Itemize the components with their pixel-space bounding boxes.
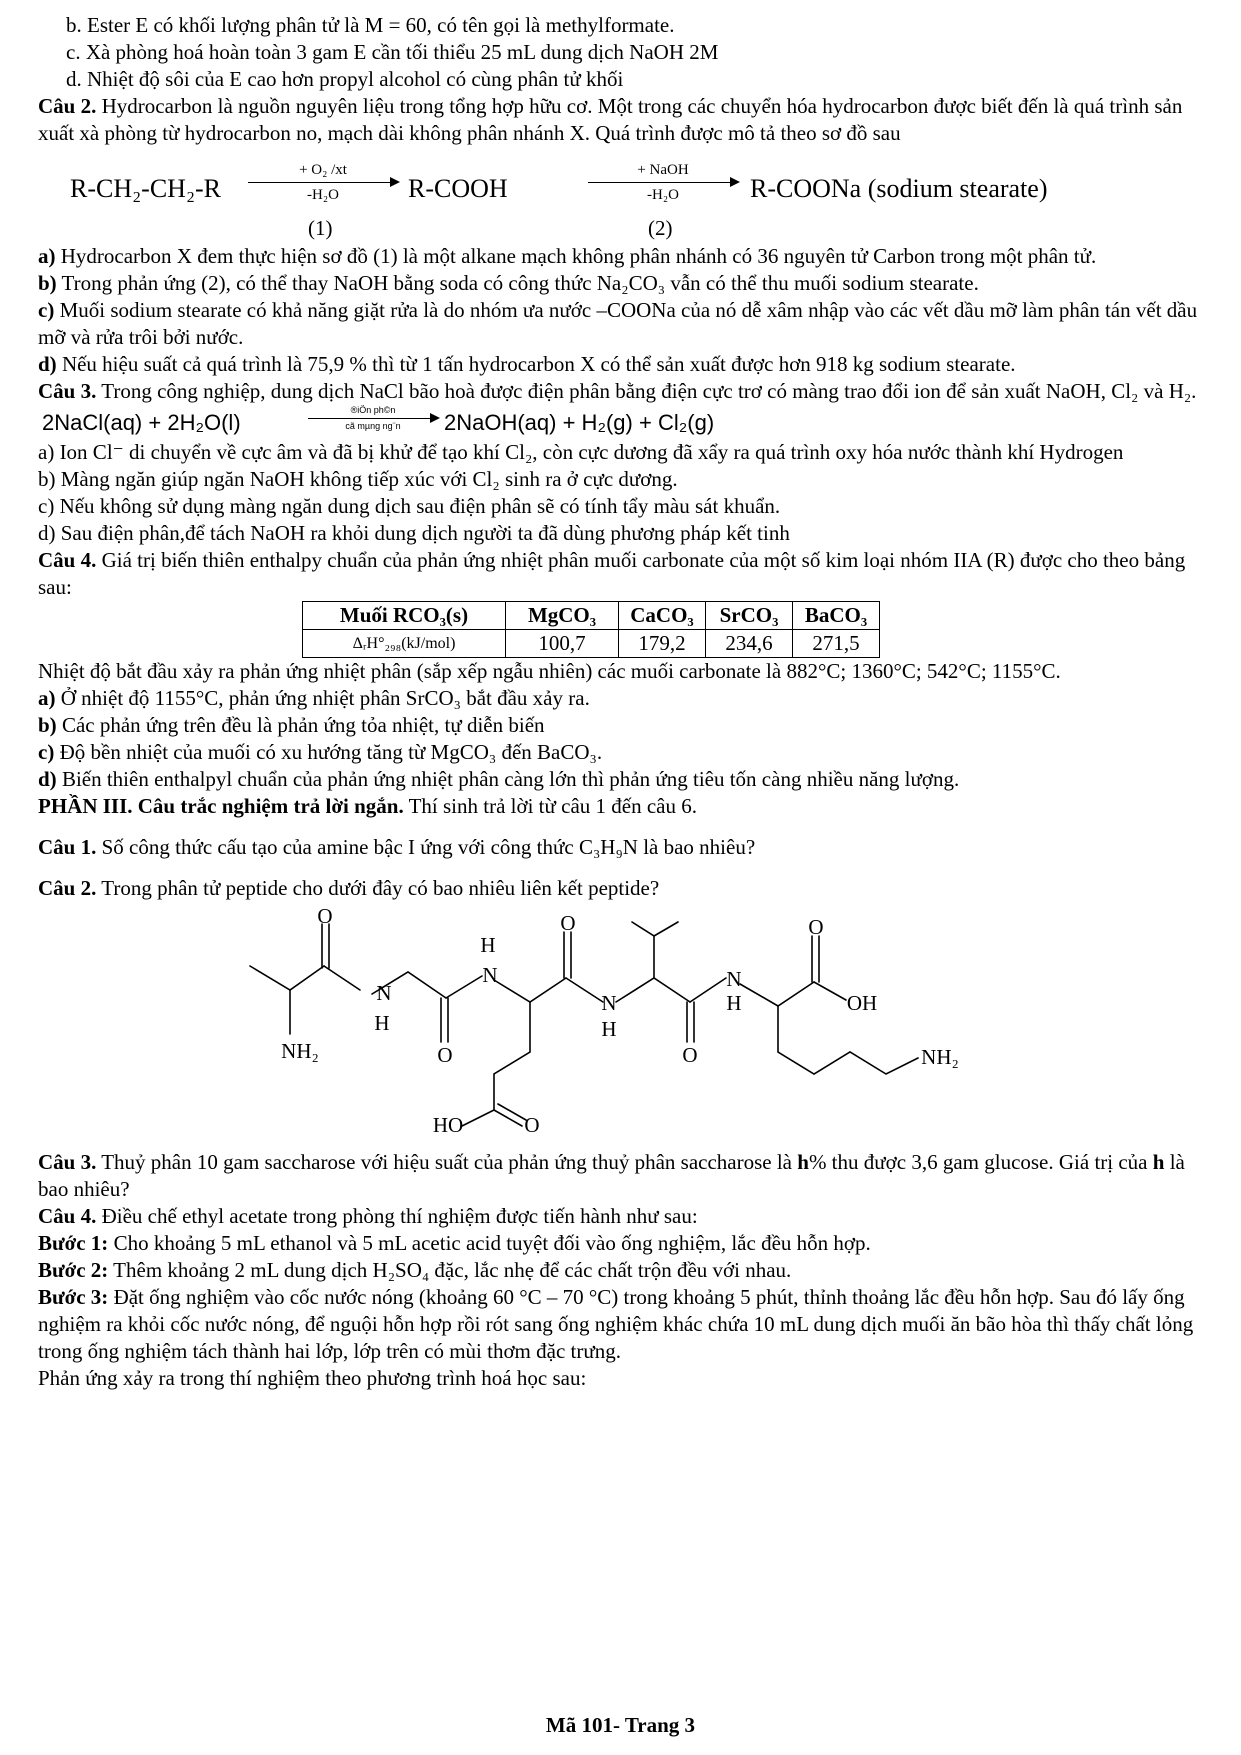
q4-label: Câu 4. [38,548,97,572]
atom-o-1: O [317,904,333,928]
s4: Câu 4. Điều chế ethyl acetate trong phòng thí nghiệm được tiến hành như sau: [38,1204,698,1228]
q3-eq-left: 2NaCl(aq) + 2H₂O(l) [42,410,241,435]
q4-table-area [38,574,1206,655]
atom-n-2: N [482,963,498,987]
table-cell: 234,6 [706,630,793,658]
table-header-cell: SrCO₃ [706,602,793,630]
s4-step2: Bước 2: Thêm khoảng 2 mL dung dịch H₂SO₄ đặc, lắc nhẹ để các chất trộn đều với nhau. [38,1258,792,1282]
q4-a: a) Ở nhiệt độ 1155°C, phản ứng nhiệt phân SrCO₃ bắt đầu xảy ra. [38,686,590,710]
atom-nh2-1: NH₂ [281,1039,319,1063]
scheme-step-1: (1) [308,216,333,240]
q3-eq-arrow: ®iÖn ph©n cã mµng ng¨n [308,405,438,432]
table-header-cell: Muối RCO₃(s) [303,602,506,630]
q3-eq-right: 2NaOH(aq) + H₂(g) + Cl₂(g) [444,410,715,435]
line-b: b. Ester E có khối lượng phân tử là M = 60, có tên gọi là methylformate. [66,13,675,37]
s1: Câu 1. Số công thức cấu tạo của amine bậc I ứng với công thức C₃H₉N là bao nhiêu? [38,835,756,859]
scheme-product-2: R-COONa (sodium stearate) [750,174,1048,203]
q2-a: a) Hydrocarbon X đem thực hiện sơ đồ (1) là một alkane mạch không phân nhánh có 36 nguyên tử Carbon trong một phân tử. [38,244,1097,268]
atom-h-2: H [480,933,496,957]
s4-step1: Bước 1: Cho khoảng 5 mL ethanol và 5 mL acetic acid tuyệt đối vào ống nghiệm, lắc đều hỗn hợp. [38,1231,871,1255]
atom-oh: OH [846,991,878,1015]
page-footer: Mã 101- Trang 3 [545,1713,696,1737]
table-cell: ΔᵣH°₂₉₈(kJ/mol) [303,630,506,658]
s4-step3: Bước 3: Đặt ống nghiệm vào cốc nước nóng (khoảng 60 °C – 70 °C) trong khoảng 5 phút, thỉnh thoảng lắc đều hỗn hợp. Sau đó lấy ống nghiệm ra khỏi cốc nước nóng, để nguội hỗn hợp rồi rót sang ống nghiệm khác chứa 10 mL dung dịch muối ăn bão hòa thì thấy chất lỏng trong ống nghiệm tách thành hai lớp, lớp trên có mùi thơm đặc trưng. [38,1285,1194,1363]
s2: Câu 2. Trong phân tử peptide cho dưới đây có bao nhiêu liên kết peptide? [38,876,660,900]
atom-h-3: H [601,1017,617,1041]
scheme-arrow-1: + O₂ /xt -H₂O [248,161,398,204]
scheme-arrow-2: + NaOH -H₂O [588,161,738,204]
table-header-cell: MgCO₃ [506,602,619,630]
table-row [303,630,880,658]
atom-n-4: N [726,967,742,991]
atom-o-2: O [437,1043,453,1067]
q4-stem-1: Câu 4. Giá trị biến thiên enthalpy chuẩn của phản ứng nhiệt phân muối carbonate của một số kim loại nhóm IIA (R) được cho theo bảng sau: [38,548,1186,599]
atom-n-1: N [376,981,392,1005]
q3-c: c) Nếu không sử dụng màng ngăn dung dịch sau điện phân sẽ có tính tẩy màu sát khuẩn. [38,494,781,518]
line-d: d. Nhiệt độ sôi của E cao hơn propyl alcohol có cùng phân tử khối [66,67,624,91]
table-cell: 271,5 [793,630,880,658]
q2-c: c) Muối sodium stearate có khả năng giặt rửa là do nhóm ưa nước –COONa của nó dễ xâm nhập vào các vết dầu mỡ làm phân tán vết dầu mỡ và rửa trôi bởi nước. [38,298,1198,349]
scheme-step-2: (2) [648,216,673,240]
scheme-product-1: R-COOH [408,174,508,203]
q3-equation [38,405,1206,439]
table-cell: 100,7 [506,630,619,658]
part3-heading: PHẦN III. Câu trắc nghiệm trả lời ngắn. Thí sinh trả lời từ câu 1 đến câu 6. [38,794,698,818]
table-row [303,602,880,630]
line-c: c. Xà phòng hoá hoàn toàn 3 gam E cần tối thiểu 25 mL dung dịch NaOH 2M [66,40,719,64]
atom-o-6: O [524,1113,540,1137]
q3-stem: Câu 3. Trong công nghiệp, dung dịch NaCl bão hoà được điện phân bằng điện cực trơ có màng trao đổi ion để sản xuất NaOH, Cl₂ và H₂. [38,379,1197,403]
scheme-reactant: R-CH₂-CH₂-R [70,174,222,203]
atom-o-5: O [808,915,824,939]
q2-b: b) Trong phản ứng (2), có thể thay NaOH bằng soda có công thức Na₂CO₃ vẫn có thể thu muối sodium stearate. [38,271,979,295]
q2-d: d) Nếu hiệu suất cả quá trình là 75,9 % thì từ 1 tấn hydrocarbon X có thể sản xuất được hơn 918 kg sodium stearate. [38,352,1016,376]
table-header-cell: CaCO₃ [619,602,706,630]
q4-b: b) Các phản ứng trên đều là phản ứng tỏa nhiệt, tự diễn biến [38,713,545,737]
page-content [38,12,1206,1392]
s3: Câu 3. Thuỷ phân 10 gam saccharose với hiệu suất của phản ứng thuỷ phân saccharose là h% thu được 3,6 gam glucose. Giá trị của h là bao nhiêu? [38,1150,1185,1201]
q2-label: Câu 2. [38,94,97,118]
atom-ho: HO [432,1113,464,1137]
q4-c: c) Độ bền nhiệt của muối có xu hướng tăng từ MgCO₃ đến BaCO₃. [38,740,603,764]
atom-o-4: O [682,1043,698,1067]
q3-label: Câu 3. [38,379,97,403]
q4-d: d) Biến thiên enthalpyl chuẩn của phản ứng nhiệt phân càng lớn thì phản ứng tiêu tốn càng nhiều năng lượng. [38,767,960,791]
q2-stem: Câu 2. Hydrocarbon là nguồn nguyên liệu trong tổng hợp hữu cơ. Một trong các chuyển hóa hydrocarbon được biết đến là quá trình sản xuất xà phòng từ hydrocarbon no, mạch dài không phân nhánh X. Quá trình được mô tả theo sơ đồ sau [38,94,1183,145]
table-header-cell: BaCO₃ [793,602,880,630]
peptide-structure [38,902,1206,1138]
atom-h-4: H [726,991,742,1015]
atom-o-3: O [560,911,576,935]
enthalpy-table [302,601,880,658]
table-cell: 179,2 [619,630,706,658]
q4-temps: Nhiệt độ bắt đầu xảy ra phản ứng nhiệt phân (sắp xếp ngẫu nhiên) các muối carbonate là 882°C; 1360°C; 542°C; 1155°C. [38,659,1061,683]
q3-d: d) Sau điện phân,để tách NaOH ra khỏi dung dịch người ta đã dùng phương pháp kết tinh [38,521,790,545]
atom-h-1: H [374,1011,390,1035]
q2-scheme [38,147,1206,243]
q3-a: a) Ion Cl⁻ di chuyển về cực âm và đã bị khử để tạo khí Cl₂, còn cực dương đã xẩy ra quá trình oxy hóa nước thành khí Hydrogen [38,440,1124,464]
q3-b: b) Màng ngăn giúp ngăn NaOH không tiếp xúc với Cl₂ sinh ra ở cực dương. [38,467,678,491]
atom-n-3: N [601,991,617,1015]
s4-after: Phản ứng xảy ra trong thí nghiệm theo phương trình hoá học sau: [38,1366,587,1390]
atom-nh2-2: NH₂ [921,1045,959,1069]
